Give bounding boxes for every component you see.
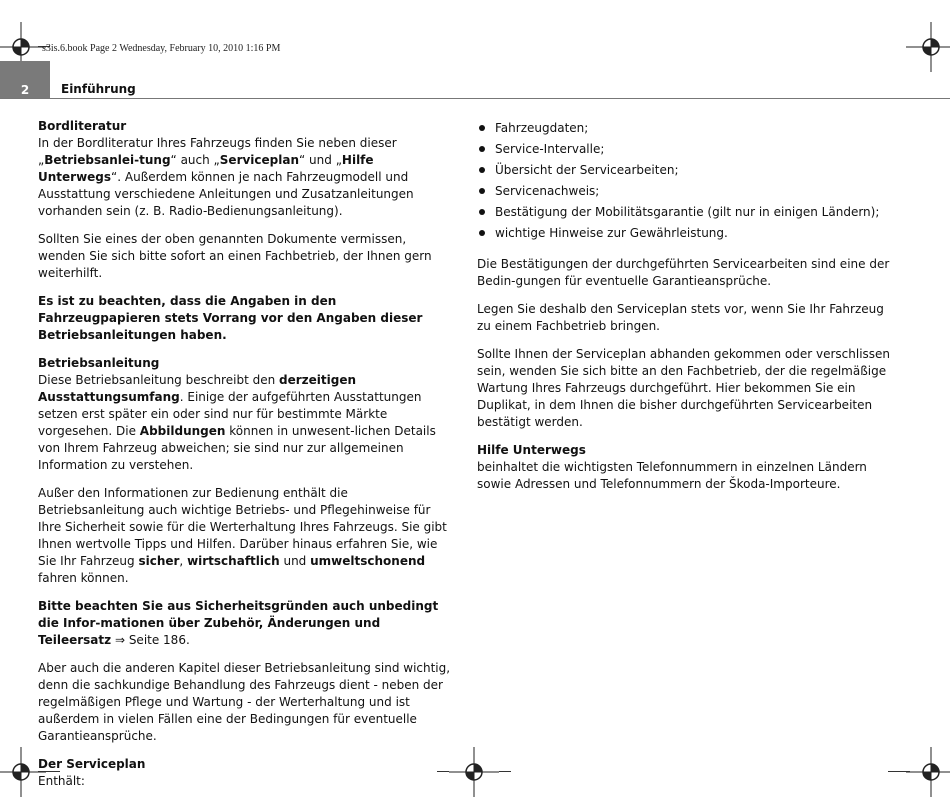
right-column [477, 118, 897, 504]
list-item: Fahrzeugdaten; [477, 118, 897, 139]
paragraph: Aber auch die anderen Kapitel dieser Betriebsanleitung sind wichtig, denn die sachkundige Behandlung des Fahrzeugs dient - neben der regelmäßigen Pflege und Wartung - der Werterhaltung und ist außerdem in vielen Fällen eine der Bedingungen für eventuelle Garantieansprüche. [38, 661, 451, 743]
section-heading: Der Serviceplan [38, 757, 146, 771]
section-hilfe-unterwegs [477, 442, 897, 493]
list-item: Service-Intervalle; [477, 139, 897, 160]
registration-mark-bottom-center [449, 747, 499, 797]
paragraph: beinhaltet die wichtigsten Telefonnummern in einzelnen Ländern sowie Adressen und Telefonnummern der Škoda-Importeure. [477, 460, 867, 491]
section-serviceplan [38, 756, 456, 790]
page-reference-link[interactable]: Seite 186. [128, 633, 190, 647]
chapter-title: Einführung [61, 82, 136, 96]
list-item: Servicenachweis; [477, 181, 897, 202]
crop-line-bottom-right [888, 771, 910, 772]
paragraph: Diese Betriebsanleitung beschreibt den derzeitigen Ausstattungsumfang. Einige der aufgeführten Ausstattungen setzen erst später ein oder sind nur für bestimmte Märkte vorgesehen. Die Abbildungen können in unwesent-lichen Details von Ihrem Fahrzeug abweichen; sie sind nur zur allgemeinen Information zu verstehen. [38, 373, 436, 472]
note-paragraph: Es ist zu beachten, dass die Angaben in den Fahrzeugpapieren stets Vorrang vor den Angaben dieser Betriebsanleitungen haben. [38, 294, 423, 342]
page-number: 2 [20, 83, 30, 97]
page-number-tab [0, 61, 50, 99]
registration-mark-top-right [906, 22, 950, 72]
note-paragraph: Bitte beachten Sie aus Sicherheitsgründen auch unbedingt die Infor-mationen über Zubehör, Änderungen und Teileersatz ⇒ Seite 186. [38, 599, 439, 647]
print-info-line: s3is.6.book Page 2 Wednesday, February 10, 2010 1:16 PM [42, 43, 281, 54]
header-rule [0, 98, 950, 99]
paragraph: Enthält: [38, 774, 85, 788]
section-heading: Betriebsanleitung [38, 356, 160, 370]
paragraph: Sollte Ihnen der Serviceplan abhanden gekommen oder verschlissen sein, wenden Sie sich bitte an den Fachbetrieb, der die regelmäßige Wartung Ihres Fahrzeugs durchgeführt. Hier bekommen Sie ein Duplikat, in dem Ihnen die bisher durchgeführten Servicearbeiten bestätigt werden. [477, 347, 891, 429]
section-betriebsanleitung [38, 355, 456, 745]
left-column [38, 118, 456, 801]
list-item: wichtige Hinweise zur Gewährleistung. [477, 223, 897, 244]
paragraph: In der Bordliteratur Ihres Fahrzeugs finden Sie neben dieser „Betriebsanlei-tung“ auch „Serviceplan“ und „Hilfe Unterwegs“. Außerdem können je nach Fahrzeugmodell und Ausstattung verschiedene Anleitungen und Zusatzanleitungen vorhanden sein (z. B. Radio-Bedienungsanleitung). [38, 136, 414, 218]
crop-line-bottom-center-right [499, 771, 511, 772]
section-heading: Bordliteratur [38, 119, 127, 133]
section-bordliteratur [38, 118, 456, 344]
paragraph: Legen Sie deshalb den Serviceplan stets vor, wenn Sie Ihr Fahrzeug zu einem Fachbetrieb bringen. [477, 302, 884, 333]
registration-mark-bottom-right [906, 747, 950, 797]
list-item: Übersicht der Servicearbeiten; [477, 160, 897, 181]
serviceplan-contents-list [477, 118, 897, 244]
paragraph: Sollten Sie eines der oben genannten Dokumente vermissen, wenden Sie sich bitte sofort an einen Fachbetrieb, der Ihnen gern weiterhilft. [38, 232, 432, 280]
section-heading: Hilfe Unterwegs [477, 443, 586, 457]
paragraph: Außer den Informationen zur Bedienung enthält die Betriebsanleitung auch wichtige Betriebs- und Pflegehinweise für Ihre Sicherheit sowie für die Werterhaltung Ihres Fahrzeugs. Sie gibt Ihnen wertvolle Tipps und Hilfen. Darüber hinaus erfahren Sie, wie Sie Ihr Fahrzeug sicher, wirtschaftlich und umweltschonend fahren können. [38, 486, 447, 585]
list-item: Bestätigung der Mobilitätsgarantie (gilt nur in einigen Ländern); [477, 202, 897, 223]
paragraph: Die Bestätigungen der durchgeführten Servicearbeiten sind eine der Bedin-gungen für eventuelle Garantieansprüche. [477, 257, 890, 288]
arrow-icon: ⇒ [111, 633, 129, 647]
